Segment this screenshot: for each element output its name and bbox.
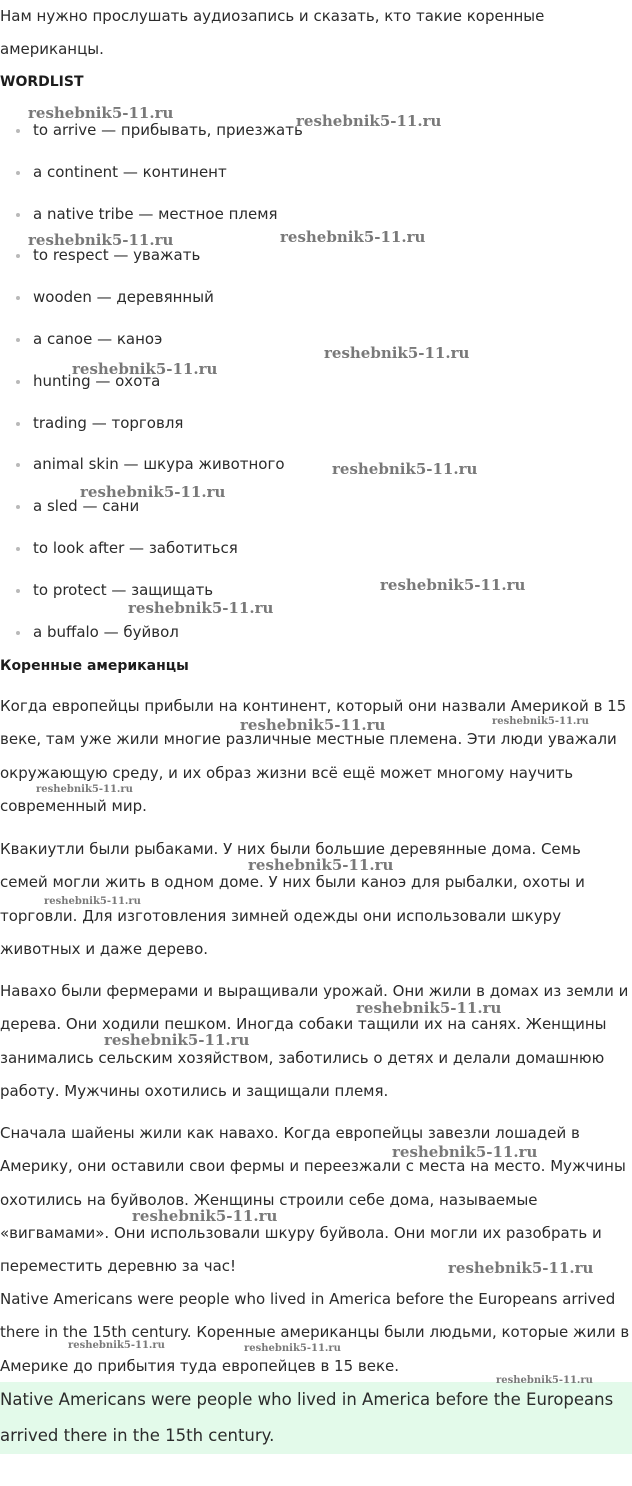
watermark: reshebnik5-11.ru	[496, 1375, 593, 1386]
wordlist-item	[0, 433, 632, 475]
wordlist-item-text: to respect — уважать	[33, 246, 201, 265]
bullet-icon	[16, 213, 20, 217]
wordlist-item	[0, 350, 632, 392]
watermark: reshebnik5-11.ru	[332, 460, 478, 478]
wordlist-item	[0, 183, 632, 225]
bullet-icon	[16, 254, 20, 258]
wordlist-item-text: a sled — сани	[33, 497, 140, 516]
wordlist-item-text: to arrive — прибывать, приезжать	[33, 121, 303, 139]
wordlist-item	[0, 559, 632, 601]
wordlist-item-text: a native tribe — местное племя	[33, 204, 278, 223]
watermark: reshebnik5-11.ru	[380, 576, 526, 594]
wordlist-item-text: wooden — деревянный	[33, 288, 214, 307]
wordlist-item-text: animal skin — шкура животного	[33, 455, 285, 474]
paragraph: Когда европейцы прибыли на континент, который они назвали Америкой в 15 веке, там уже жили многие различные местные племена. Эти люди уважали окружающую среду, и их образ жизни всё ещё может многому научить современный мир.	[0, 697, 627, 815]
bullet-icon	[16, 338, 20, 342]
watermark: reshebnik5-11.ru	[448, 1259, 594, 1277]
bullet-icon	[16, 296, 20, 300]
bullet-icon	[16, 129, 20, 133]
watermark: reshebnik5-11.ru	[28, 104, 174, 122]
wordlist-item	[0, 308, 632, 350]
watermark: reshebnik5-11.ru	[68, 1340, 165, 1351]
bullet-icon	[16, 171, 20, 175]
watermark: reshebnik5-11.ru	[72, 360, 218, 378]
bullet-icon	[16, 589, 20, 593]
watermark: reshebnik5-11.ru	[492, 716, 589, 727]
watermark: reshebnik5-11.ru	[128, 599, 274, 617]
wordlist-item	[0, 517, 632, 559]
wordlist-item-text: a continent — континент	[33, 162, 227, 181]
wordlist-item	[0, 141, 632, 183]
bullet-icon	[16, 422, 20, 426]
watermark: reshebnik5-11.ru	[36, 784, 133, 795]
answer-highlight	[0, 1382, 632, 1454]
watermark: reshebnik5-11.ru	[240, 716, 386, 734]
bullet-icon	[16, 631, 20, 635]
watermark: reshebnik5-11.ru	[324, 344, 470, 362]
wordlist-item-text: hunting — охота	[33, 371, 161, 390]
watermark: reshebnik5-11.ru	[44, 896, 141, 907]
answer-text: Native Americans were people who lived in America before the Europeans arrived there in the 15th century.	[0, 1390, 614, 1445]
paragraph: Native Americans were people who lived in America before the Europeans arrived there in the 15th century. Коренные американцы были людьми, которые жили в Америке до прибытия туда европейцев в 15 веке.	[0, 1290, 630, 1375]
paragraph: Навахо были фермерами и выращивали урожай. Они жили в домах из земли и дерева. Они ходили пешком. Иногда собаки тащили их на санях. Женщины занимались сельским хозяйством, заботились о детях и делали домашнюю работу. Мужчины охотились и защищали племя.	[0, 982, 629, 1100]
wordlist-item	[0, 224, 632, 266]
watermark: reshebnik5-11.ru	[28, 231, 174, 249]
bullet-icon	[16, 505, 20, 509]
watermark: reshebnik5-11.ru	[80, 483, 226, 501]
watermark: reshebnik5-11.ru	[244, 1343, 341, 1354]
watermark: reshebnik5-11.ru	[248, 856, 394, 874]
wordlist-item	[0, 475, 632, 517]
watermark: reshebnik5-11.ru	[104, 1031, 250, 1049]
intro-text: Нам нужно прослушать аудиозапись и сказать, кто такие коренные американцы.	[0, 7, 545, 59]
wordlist-item-text: to protect — защищать	[33, 580, 214, 599]
watermark: reshebnik5-11.ru	[392, 1143, 538, 1161]
wordlist-item-text: a canoe — каноэ	[33, 329, 163, 348]
wordlist-item	[0, 99, 632, 141]
watermark: reshebnik5-11.ru	[296, 112, 442, 130]
paragraph: Квакиутли были рыбаками. У них были большие деревянные дома. Семь семей могли жить в одном доме. У них были каноэ для рыбалки, охоты и торговли. Для изготовления зимней одежды они использовали шкуру животных и даже дерево.	[0, 840, 585, 958]
wordlist-item-text: trading — торговля	[33, 413, 184, 432]
wordlist-item-text: to look after — заботиться	[33, 538, 238, 557]
wordlist-item-text: a buffalo — буйвол	[33, 622, 179, 641]
paragraph: Сначала шайены жили как навахо. Когда европейцы завезли лошадей в Америку, они оставили свои фермы и переезжали с места на место. Мужчины охотились на буйволов. Женщины строили себе дома, называемые «вигвамами». Они использовали шкуру буйвола. Они могли их разобрать и переместить деревню за час!	[0, 1124, 626, 1276]
watermark: reshebnik5-11.ru	[132, 1207, 278, 1225]
section-heading: Коренные американцы	[0, 658, 189, 674]
watermark: reshebnik5-11.ru	[356, 999, 502, 1017]
wordlist-heading: WORDLIST	[0, 74, 84, 90]
wordlist-item	[0, 601, 632, 643]
wordlist-item	[0, 266, 632, 308]
wordlist-item	[0, 392, 632, 434]
wordlist	[0, 99, 632, 642]
bullet-icon	[16, 547, 20, 551]
bullet-icon	[16, 380, 20, 384]
watermark: reshebnik5-11.ru	[280, 228, 426, 246]
bullet-icon	[16, 463, 20, 467]
